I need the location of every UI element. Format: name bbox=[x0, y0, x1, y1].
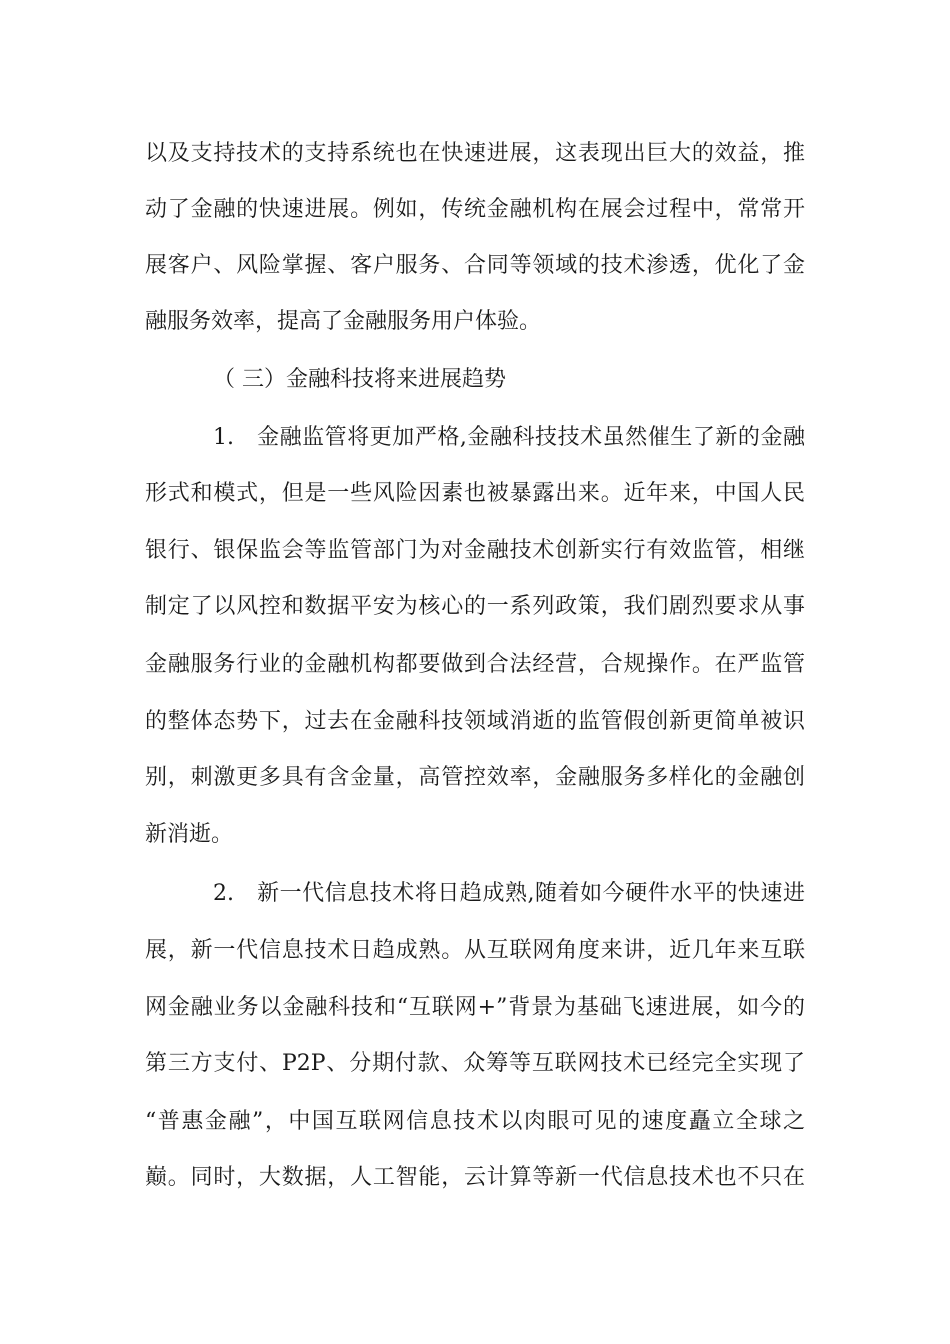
paragraph-1-line-2: 动了金融的快速进展。例如，传统金融机构在展会过程中，常常开 bbox=[145, 197, 805, 222]
paragraph-3-line-3: 网金融业务以金融科技和“互联网+”背景为基础飞速进展，如今的 bbox=[145, 995, 805, 1020]
paragraph-3-line-1: 2. 新一代信息技术将日趋成熟,随着如今硬件水平的快速进 bbox=[213, 881, 805, 906]
paragraph-2-line-6: 的整体态势下，过去在金融科技领域消逝的监管假创新更简单被识 bbox=[145, 709, 805, 734]
paragraph-2-line-3: 银行、银保监会等监管部门为对金融技术创新实行有效监管，相继 bbox=[145, 538, 805, 563]
paragraph-1-line-4: 融服务效率，提高了金融服务用户体验。 bbox=[145, 309, 542, 334]
paragraph-1-line-3: 展客户、风险掌握、客户服务、合同等领域的技术渗透，优化了金 bbox=[145, 253, 805, 278]
paragraph-3-line-2: 展，新一代信息技术日趋成熟。从互联网角度来讲，近几年来互联 bbox=[145, 938, 805, 963]
paragraph-3-line-6: 巅。同时，大数据，人工智能，云计算等新一代信息技术也不只在 bbox=[145, 1165, 805, 1190]
paragraph-2-line-4: 制定了以风控和数据平安为核心的一系列政策，我们剧烈要求从事 bbox=[145, 594, 805, 619]
paragraph-2-line-8: 新消逝。 bbox=[145, 822, 234, 847]
paragraph-1-line-1: 以及支持技术的支持系统也在快速进展，这表现出巨大的效益，推 bbox=[145, 141, 805, 166]
paragraph-2-line-5: 金融服务行业的金融机构都要做到合法经营，合规操作。在严监管 bbox=[145, 652, 805, 677]
paragraph-2-line-1: 1. 金融监管将更加严格,金融科技技术虽然催生了新的金融 bbox=[213, 425, 805, 450]
section-heading: （ 三）金融科技将来进展趋势 bbox=[213, 367, 506, 392]
paragraph-3-line-5: “普惠金融”，中国互联网信息技术以肉眼可见的速度矗立全球之 bbox=[145, 1109, 805, 1134]
paragraph-2-line-7: 别，刺激更多具有含金量，高管控效率，金融服务多样化的金融创 bbox=[145, 765, 805, 790]
paragraph-3-line-4: 第三方支付、P2P、分期付款、众筹等互联网技术已经完全实现了 bbox=[145, 1051, 805, 1076]
paragraph-2-line-2: 形式和模式，但是一些风险因素也被暴露出来。近年来，中国人民 bbox=[145, 481, 805, 506]
